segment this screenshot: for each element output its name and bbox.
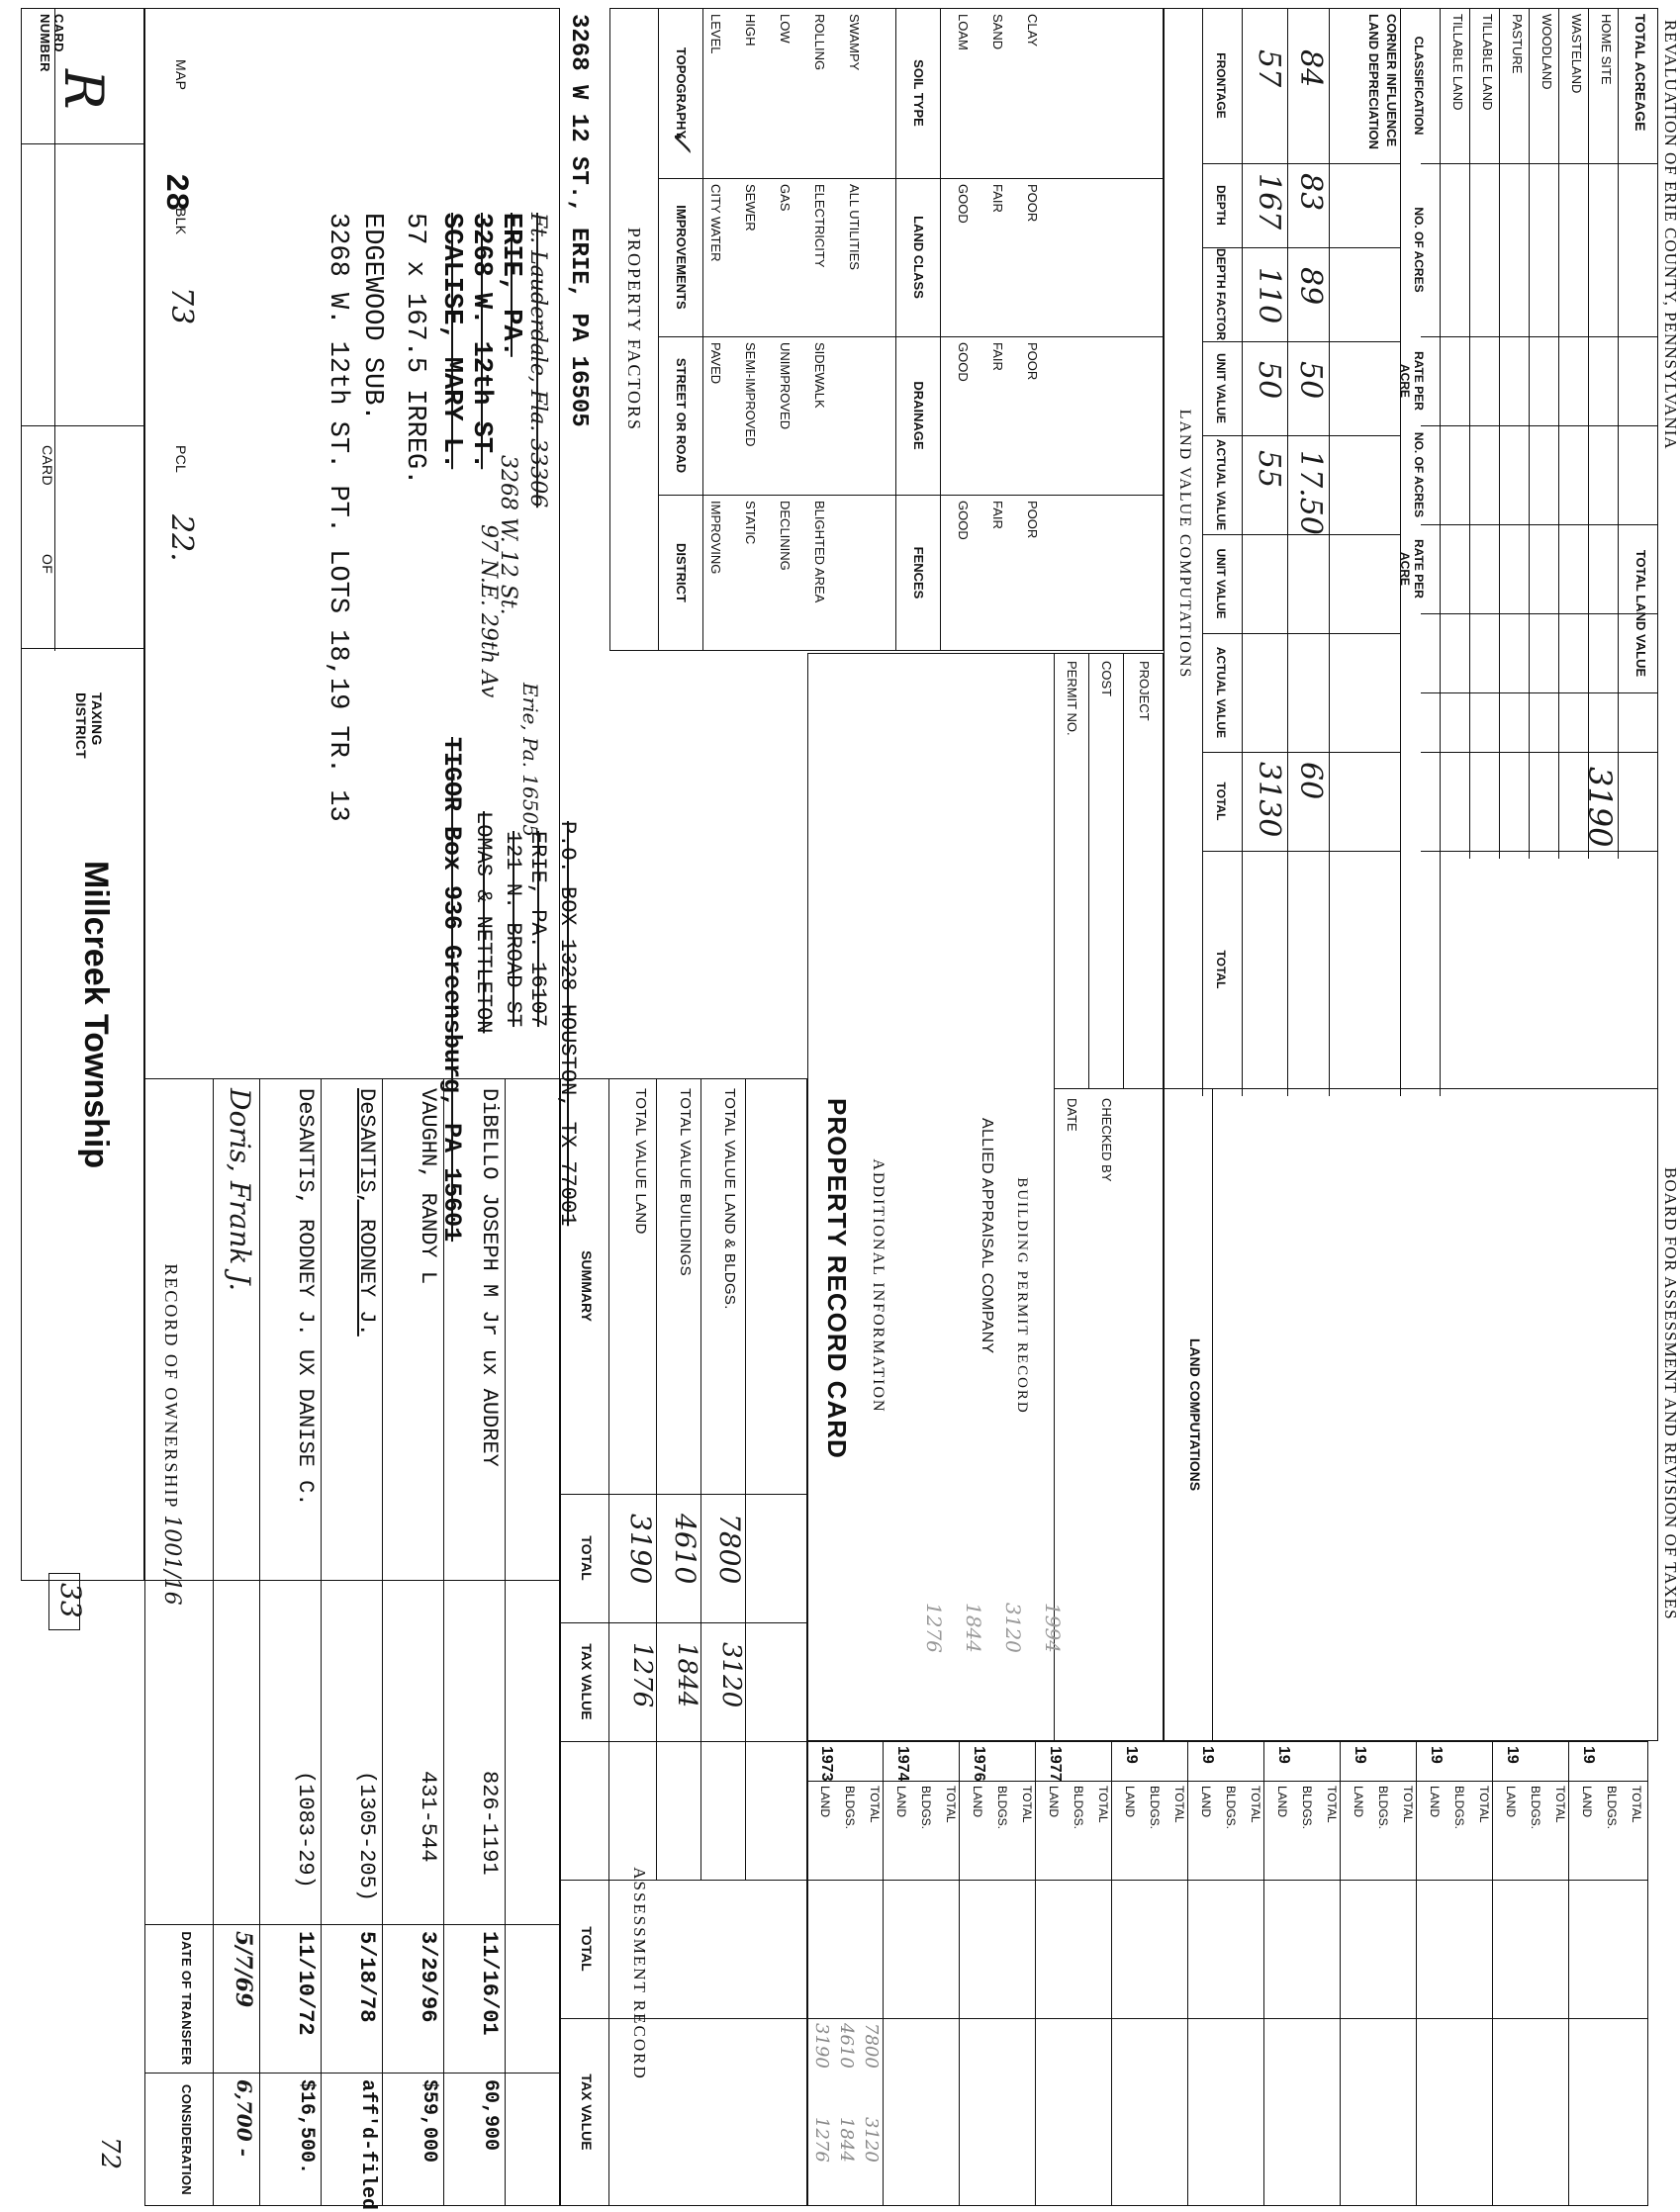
land-column-header: FRONTAGE — [1214, 52, 1228, 119]
rule — [959, 1741, 960, 2206]
rule — [1469, 8, 1470, 859]
assessment-year: 1977 — [1047, 1746, 1064, 1782]
assessment-field-label: LAND — [1123, 1786, 1137, 1818]
class-name: HOME SITE — [1599, 14, 1614, 85]
ownership-title — [159, 1187, 184, 1682]
assessment-year: 19 — [1352, 1746, 1368, 1764]
factor-item: ROLLING — [812, 14, 827, 71]
owner-ref: 826-1191 — [477, 1771, 502, 1876]
summary-tax: 1276 — [627, 1642, 657, 1708]
factor-item: ALL UTILITIES — [847, 184, 862, 270]
assessment-hand-value: 3190 — [811, 2023, 832, 2069]
summary-total-label: TOTAL — [579, 1535, 595, 1581]
assessment-field-label: LAND — [1580, 1786, 1594, 1818]
summary-total: 3190 — [624, 1514, 657, 1585]
rule — [1421, 752, 1658, 753]
owner-struck: SCALISE, MARY L. — [436, 213, 466, 470]
assessment-field-label: LAND — [1047, 1786, 1061, 1818]
factor-item: BLIGHTED AREA — [812, 501, 827, 603]
owner-ref: (1083-29) — [293, 1771, 318, 1889]
footer-right: BOARD FOR ASSESSMENT AND REVISION OF TAXES — [1661, 1167, 1680, 1620]
actual-value: 55 — [1252, 450, 1286, 489]
factor-item: SEWER — [743, 184, 758, 231]
assessment-field-label: TOTAL — [1401, 1786, 1415, 1823]
factor-item: CLAY — [1025, 14, 1040, 46]
mail-struck-2: LOMAS & NETTLETON — [471, 811, 496, 1034]
factor-item: PAVED — [708, 342, 723, 385]
frontage-value: 84 — [1293, 49, 1328, 88]
factor-item: LOAM — [956, 14, 971, 50]
assessment-field-label: TOTAL — [1172, 1786, 1186, 1823]
assessment-field-label: TOTAL — [1325, 1786, 1339, 1823]
class-name: WASTELAND — [1569, 14, 1584, 94]
rule — [656, 1078, 657, 1880]
blk-value: 73 — [164, 287, 199, 325]
factor-item: STATIC — [743, 501, 758, 545]
assessment-field-label: BLDGS. — [1224, 1786, 1238, 1830]
consideration: $59,000 — [418, 2079, 440, 2164]
mail-struck-3: 121 N. BROAD ST — [501, 831, 525, 1028]
assessment-year: 19 — [1428, 1746, 1445, 1764]
building-permit-record: BUILDING PERMIT RECORD — [1014, 1177, 1030, 1415]
property-line3: 57 x 167.5 IRREG. — [400, 213, 429, 486]
assessment-year: 1976 — [971, 1746, 987, 1782]
property-factors-title: PROPERTY FACTORS — [624, 227, 644, 432]
assessment-field-label: TOTAL — [1020, 1786, 1034, 1823]
permit-no-label: PERMIT NO. — [1065, 661, 1079, 736]
rule — [1203, 435, 1401, 436]
address-struck: 3268 W. 12th ST. — [466, 213, 496, 470]
consideration: 6,700 - — [233, 2079, 256, 2157]
assessment-year: 1973 — [818, 1746, 835, 1782]
assessment-total-label: TOTAL — [579, 1926, 595, 1972]
rule — [1164, 1088, 1658, 1089]
map-label: MAP — [173, 59, 189, 91]
summary-tax: 3120 — [716, 1642, 746, 1708]
property-line2: EDGEWOOD SUB. — [357, 213, 387, 421]
depth-value: 167 — [1252, 173, 1286, 230]
land-column-header: ACTUAL VALUE — [1214, 646, 1228, 739]
class-column-header: RATE PER ACRE — [1398, 539, 1426, 599]
owner-name: DiBELLO JOSEPH M Jr ux AUDREY — [477, 1088, 502, 1467]
factor-item: FAIR — [990, 342, 1005, 371]
factor-column-header: DISTRICT — [674, 543, 689, 602]
assessment-field-label: LAND — [1428, 1786, 1442, 1818]
factor-item: SWAMPY — [847, 14, 862, 71]
assessment-field-label: TOTAL — [1096, 1786, 1110, 1823]
factor-item: LOW — [778, 14, 793, 44]
class-column-header: NO. OF ACRES — [1412, 431, 1426, 518]
transfer-date: 5/7/69 — [231, 1931, 256, 2008]
assessment-hand-value: 4610 — [836, 2023, 857, 2069]
assessment-field-label: LAND — [818, 1786, 832, 1818]
land-column-header: UNIT VALUE — [1214, 548, 1228, 619]
rule — [1203, 851, 1401, 852]
land-column-header: UNIT VALUE — [1214, 352, 1228, 424]
assessment-hand-value: 1844 — [836, 2117, 857, 2163]
rule — [443, 1078, 444, 2206]
rule — [807, 1781, 1648, 1782]
permit-checked-label: CHECKED BY — [1099, 1098, 1114, 1182]
faint-value: 1994 — [1041, 1603, 1065, 1653]
rule — [883, 1741, 884, 2206]
rule — [1529, 8, 1530, 859]
pcl-label: PCL — [173, 445, 189, 474]
assessment-field-label: TOTAL — [1477, 1786, 1491, 1823]
property-record-card-title: PROPERTY RECORD CARD — [822, 1098, 852, 1459]
faint-value: 1844 — [962, 1603, 985, 1653]
summary-row-label: TOTAL VALUE BUILDINGS — [677, 1088, 694, 1276]
factor-item: GOOD — [956, 184, 971, 224]
class-name: TILLABLE LAND — [1450, 14, 1465, 111]
rule — [1203, 341, 1401, 342]
class-column-header: NO. OF ACRES — [1412, 207, 1426, 293]
assessment-tax-label: TAX VALUE — [579, 2074, 595, 2151]
rule — [702, 8, 703, 651]
owner-name: Doris, Frank J. — [224, 1088, 256, 1292]
consideration: aff'd-filed — [356, 2079, 379, 2211]
class-column-header: RATE PER ACRE — [1398, 351, 1426, 411]
assessment-title: ASSESSMENT RECORD — [630, 1867, 649, 2080]
land-column-header: DEPTH FACTOR — [1214, 247, 1228, 341]
rule — [1263, 1741, 1264, 2206]
rule — [1329, 8, 1330, 1096]
rule — [1203, 247, 1401, 248]
factor-item: GOOD — [956, 501, 971, 540]
summary-total: 7800 — [713, 1514, 746, 1585]
faint-value: 3120 — [1001, 1603, 1025, 1653]
assessment-field-label: LAND — [1352, 1786, 1365, 1818]
land-column-header: TOTAL — [1214, 782, 1228, 821]
rule — [806, 1741, 807, 2206]
factor-item: LEVEL — [708, 14, 723, 54]
card-label: CARD — [40, 445, 55, 486]
rule — [1187, 1741, 1188, 2206]
assessment-field-label: TOTAL — [1630, 1786, 1643, 1823]
factor-item: CITY WATER — [708, 184, 723, 262]
factor-column-header: STREET OR ROAD — [674, 357, 689, 474]
rule — [1421, 425, 1658, 426]
assessment-field-label: BLDGS. — [995, 1786, 1009, 1830]
assessment-field-label: BLDGS. — [1148, 1786, 1162, 1830]
ownership-title-note: 1001/16 — [159, 1515, 184, 1606]
assessment-field-label: TOTAL — [944, 1786, 958, 1823]
rule — [1287, 8, 1288, 1096]
rule — [1203, 163, 1401, 164]
factor-column-header: IMPROVEMENTS — [674, 205, 689, 310]
permit-project-label: PROJECT — [1137, 661, 1152, 721]
assessment-field-label: LAND — [894, 1786, 908, 1818]
rule — [1416, 1741, 1417, 2206]
factor-item: GAS — [778, 184, 793, 212]
rule — [505, 1078, 506, 2206]
permit-cost-label: COST — [1099, 661, 1114, 697]
factor-item: HIGH — [743, 14, 758, 46]
assessment-field-label: LAND — [1275, 1786, 1289, 1818]
frontage-value: 57 — [1252, 49, 1286, 88]
total-acreage-label: TOTAL ACREAGE — [1633, 14, 1648, 132]
factor-item: SEMI-IMPROVED — [743, 342, 758, 447]
rule — [382, 1078, 383, 2206]
factor-item: POOR — [1025, 342, 1040, 381]
land-value-computations — [1164, 8, 1658, 1741]
card-number-value: R — [52, 69, 115, 110]
rule — [1242, 8, 1243, 1096]
rule — [1035, 1741, 1036, 2206]
depth-factor-value: 89 — [1293, 267, 1328, 306]
taxing-district-value: Millcreek Township — [77, 861, 115, 1169]
permit-date-label: DATE — [1065, 1098, 1079, 1132]
mail-struck-1: TIGOR Box 936 Greensburg, PA 15601 — [437, 737, 466, 1243]
summary-tax-label: TAX VALUE — [579, 1643, 595, 1720]
row-total: 60 — [1293, 762, 1328, 800]
rule — [940, 8, 941, 651]
rule — [1568, 1741, 1569, 2206]
assessment-hand-value: 7800 — [861, 2023, 882, 2069]
assessment-year: 19 — [1123, 1746, 1140, 1764]
factor-column-header: DRAINAGE — [911, 381, 926, 450]
rule — [1492, 1741, 1493, 2206]
owner-name: DeSANTIS, RODNEY J. — [354, 1088, 379, 1336]
factor-column-header: FENCES — [911, 546, 926, 599]
rule — [745, 1078, 746, 1880]
summary-row-label: TOTAL VALUE LAND & BLDGS. — [721, 1088, 738, 1310]
date-of-transfer-label: DATE OF TRANSFER — [179, 1931, 194, 2066]
assessment-field-label: BLDGS. — [1376, 1786, 1390, 1830]
factor-item: GOOD — [956, 342, 971, 382]
unit-value: 50 — [1293, 361, 1328, 400]
corner-note: 72 — [95, 2137, 125, 2170]
owner-name: DeSANTIS, RODNEY J. UX DANISE C. — [293, 1088, 318, 1507]
assessment-hand-value: 1276 — [811, 2117, 832, 2163]
pcl-value: 22. — [164, 514, 199, 562]
rule — [259, 1078, 260, 2206]
consideration-label: CONSIDERATION — [179, 2084, 194, 2195]
rule — [1588, 8, 1589, 859]
summary-tax: 1844 — [672, 1642, 701, 1708]
factor-item: SIDEWALK — [812, 342, 827, 409]
rule — [1421, 336, 1658, 337]
transfer-date: 11/10/72 — [293, 1931, 318, 2036]
rule — [1558, 8, 1559, 859]
land-value-title: LAND VALUE COMPUTATIONS — [1176, 409, 1193, 680]
rule — [560, 2018, 1648, 2019]
rule — [1203, 633, 1401, 634]
class-name: TILLABLE LAND — [1480, 14, 1495, 111]
assessment-field-label: BLDGS. — [1452, 1786, 1466, 1830]
hand-note-3: Ft. Lauderdale, Fla. 33306 — [525, 213, 550, 508]
factor-item: SAND — [990, 14, 1005, 50]
factor-item: IMPROVING — [708, 501, 723, 575]
property-factors — [609, 8, 1164, 651]
land-column-header: ACTUAL VALUE — [1214, 438, 1228, 531]
corner-influence-label: CORNER INFLUENCE — [1384, 14, 1399, 147]
assessment-field-label: BLDGS. — [1605, 1786, 1619, 1830]
checkmark-level: ✓ — [664, 129, 699, 154]
class-name: PASTURE — [1510, 14, 1525, 74]
rule — [1618, 8, 1619, 859]
assessment-year: 19 — [1199, 1746, 1216, 1764]
assessment-field-label: LAND — [1504, 1786, 1518, 1818]
factor-item: UNIMPROVED — [778, 342, 793, 430]
summary-total: 4610 — [669, 1514, 701, 1585]
faint-value: 1276 — [922, 1603, 946, 1653]
assessment-year: 19 — [1275, 1746, 1292, 1764]
total-land-value-label: TOTAL LAND VALUE — [1633, 549, 1648, 678]
rule — [1340, 1741, 1341, 2206]
assessment-field-label: BLDGS. — [843, 1786, 857, 1830]
assessment-field-label: TOTAL — [1553, 1786, 1567, 1823]
assessment-field-label: BLDGS. — [1529, 1786, 1542, 1830]
rule — [1440, 8, 1441, 1096]
rule — [1111, 1741, 1112, 2206]
blk-label: BLK — [173, 208, 189, 235]
rule — [321, 1078, 322, 2206]
assessment-field-label: TOTAL — [1249, 1786, 1262, 1823]
assessment-year: 1974 — [894, 1746, 911, 1782]
assessment-field-label: LAND — [971, 1786, 984, 1818]
mail-struck-5: P.O. BOX 1328 HOUSTON, TX 77001 — [555, 821, 580, 1227]
depth-value: 83 — [1293, 173, 1328, 212]
factor-column-header: LAND CLASS — [911, 216, 926, 299]
rule — [1421, 692, 1658, 693]
land-computations-label: LAND COMPUTATIONS — [1187, 1337, 1203, 1492]
property-line1: 3268 W. 12th ST. PT. LOTS 18,19 TR. 13 — [323, 213, 352, 822]
land-column-header: TOTAL — [1214, 950, 1228, 989]
summary-row-label: TOTAL VALUE LAND — [632, 1088, 649, 1235]
transfer-date: 11/16/01 — [477, 1931, 502, 2036]
owner-ref: 431-544 — [416, 1771, 440, 1863]
unit-value: 50 — [1252, 361, 1286, 400]
factor-column-header: TOPOGRAPHY — [674, 46, 689, 139]
assessment-year: 19 — [1504, 1746, 1521, 1764]
class-column-header: CLASSIFICATION — [1412, 36, 1426, 136]
header-row — [21, 8, 144, 1581]
map-value: 28 — [157, 173, 194, 212]
class-name: WOODLAND — [1540, 14, 1554, 90]
rule — [1421, 524, 1658, 525]
hand-note-4: Erie, Pa. 16505 — [518, 683, 542, 837]
owner-ref: (1305-205) — [354, 1771, 379, 1902]
hand-note-2: 3268 W. 12 St. — [496, 455, 520, 615]
factor-item: FAIR — [990, 184, 1005, 213]
of-label: OF — [40, 554, 55, 575]
assessment-year: 19 — [1580, 1746, 1597, 1764]
allied-appraisal: ALLIED APPRAISAL COMPANY — [979, 1118, 995, 1354]
city-struck: ERIE, PA. — [496, 213, 525, 357]
transfer-date: 5/18/78 — [354, 1931, 379, 2023]
factor-item: ELECTRICITY — [812, 184, 827, 268]
rule — [1499, 8, 1500, 859]
factor-item: DECLINING — [778, 501, 793, 571]
factor-item: POOR — [1025, 501, 1040, 539]
assessment-hand-value: 3120 — [861, 2117, 882, 2163]
land-depreciation-label: LAND DEPRECIATION — [1366, 14, 1381, 149]
row-total: 3130 — [1252, 762, 1286, 838]
assessment-field-label: TOTAL — [868, 1786, 882, 1823]
consideration: $16,500. — [295, 2079, 318, 2175]
assessment-field-label: BLDGS. — [1072, 1786, 1085, 1830]
total-land-value: 3190 — [1581, 767, 1619, 848]
owner-name: VAUGHN, RANDY L — [416, 1088, 440, 1285]
consideration: 60,900 — [479, 2079, 502, 2152]
rule — [1421, 163, 1658, 164]
factor-item: POOR — [1025, 184, 1040, 223]
rule — [1212, 1088, 1213, 1741]
ownership-title-text: RECORD OF OWNERSHIP — [161, 1263, 181, 1509]
transfer-date: 3/29/96 — [416, 1931, 440, 2023]
assessment-field-label: BLDGS. — [1300, 1786, 1314, 1830]
rule — [560, 1880, 1648, 1881]
current-address: 3268 W 12 ST., ERIE, PA 16505 — [565, 14, 592, 427]
actual-value: 17.50 — [1293, 450, 1328, 535]
rule — [1203, 752, 1401, 753]
land-column-header: DEPTH — [1214, 185, 1228, 226]
taxing-district-label: TAXING DISTRICT — [73, 692, 105, 759]
factor-column-header: SOIL TYPE — [911, 59, 926, 127]
mail-struck-4: ERIE, PA. 16107 — [525, 831, 550, 1028]
rule — [1421, 613, 1658, 614]
footer-left: REVALUATION OF ERIE COUNTY, PENNSYLVANIA — [1661, 20, 1680, 450]
assessment-field-label: BLDGS. — [919, 1786, 933, 1830]
depth-factor-value: 110 — [1252, 267, 1286, 324]
box-number-value: 33 — [54, 1583, 87, 1618]
factor-item: FAIR — [990, 501, 1005, 529]
rule — [1421, 851, 1658, 852]
rule — [895, 8, 896, 651]
additional-information: ADDITIONAL INFORMATION — [870, 1158, 887, 1414]
assessment-field-label: LAND — [1199, 1786, 1213, 1818]
rule — [700, 1078, 701, 1880]
summary-label: SUMMARY — [579, 1250, 595, 1322]
card-number-label: CARD NUMBER — [38, 14, 66, 72]
hand-note-1: 97 N.E. 29th Av — [476, 524, 501, 698]
